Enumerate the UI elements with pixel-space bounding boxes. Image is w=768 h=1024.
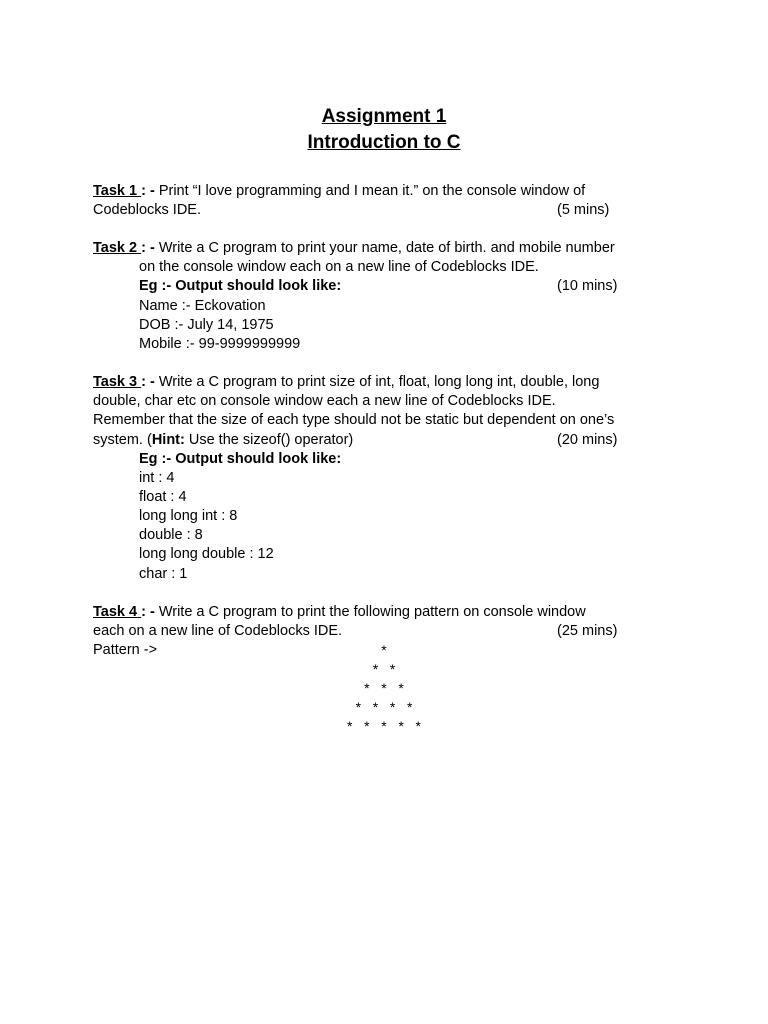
task2-example-label: Eg :- Output should look like: [139, 278, 342, 294]
task3-output-line: long long double : 12 [139, 546, 274, 562]
task3-separator: : - [141, 374, 159, 390]
task2-output-line: Mobile :- 99-9999999999 [139, 336, 301, 352]
task3-line4-pre: system. ( [93, 432, 152, 448]
task3-example-label: Eg :- Output should look like: [139, 451, 342, 467]
task1-text-line1: Print “I love programming and I mean it.” on the console window of [158, 183, 586, 199]
task2-output-line: Name :- Eckovation [139, 298, 266, 314]
task3-text-line3: Remember that the size of each type should not be static but dependent on one’s [93, 412, 615, 428]
task3-output-line: float : 4 [139, 489, 187, 505]
assignment-title: Assignment 1 [321, 106, 447, 127]
task2-text-line1: Write a C program to print your name, date of birth. and mobile number [158, 240, 615, 256]
pattern-row: * [381, 642, 387, 658]
task2-text-line2: on the console window each on a new line of Codeblocks IDE. [139, 259, 539, 275]
task3-output-line: char : 1 [139, 566, 188, 582]
task4-time: (25 mins) [557, 623, 618, 639]
task1-line1 [93, 182, 633, 201]
task2-line1 [93, 239, 633, 258]
task1-time: (5 mins) [557, 202, 610, 218]
task2-separator: : - [141, 240, 159, 256]
task3-line4-post: Use the sizeof() operator) [184, 432, 354, 448]
pattern-row: * * * [364, 680, 404, 696]
task2-output-line: DOB :- July 14, 1975 [139, 317, 274, 333]
task3-output-line: double : 8 [139, 527, 203, 543]
task3-text-line2: double, char etc on console window each a new line of Codeblocks IDE. [93, 393, 556, 409]
task2-label: Task 2 [93, 240, 142, 256]
pattern-row: * * * * * [347, 718, 421, 734]
task3-hint-label: Hint: [151, 432, 185, 448]
task4-text-line2: each on a new line of Codeblocks IDE. [93, 623, 343, 639]
task3-output-line: int : 4 [139, 470, 175, 486]
task1-label: Task 1 [93, 183, 142, 199]
task4-label: Task 4 [93, 604, 142, 620]
task3-time: (20 mins) [557, 432, 618, 448]
task2-time: (10 mins) [557, 278, 618, 294]
task3-line1 [93, 373, 633, 392]
task4-line1 [93, 603, 633, 622]
task3-text-line4 [93, 431, 633, 450]
task3-text-line1: Write a C program to print size of int, float, long long int, double, long [158, 374, 600, 390]
task3-label: Task 3 [93, 374, 142, 390]
task4-text-line1: Write a C program to print the following pattern on console window [158, 604, 586, 620]
task3-output-line: long long int : 8 [139, 508, 238, 524]
task1-separator: : - [141, 183, 159, 199]
task4-separator: : - [141, 604, 159, 620]
task4-pattern-label: Pattern -> [93, 642, 158, 658]
task1-text-line2: Codeblocks IDE. [93, 202, 201, 218]
pattern-row: * * * * [355, 699, 413, 715]
assignment-subtitle: Introduction to C [307, 132, 461, 153]
pattern-row: * * [372, 661, 396, 677]
